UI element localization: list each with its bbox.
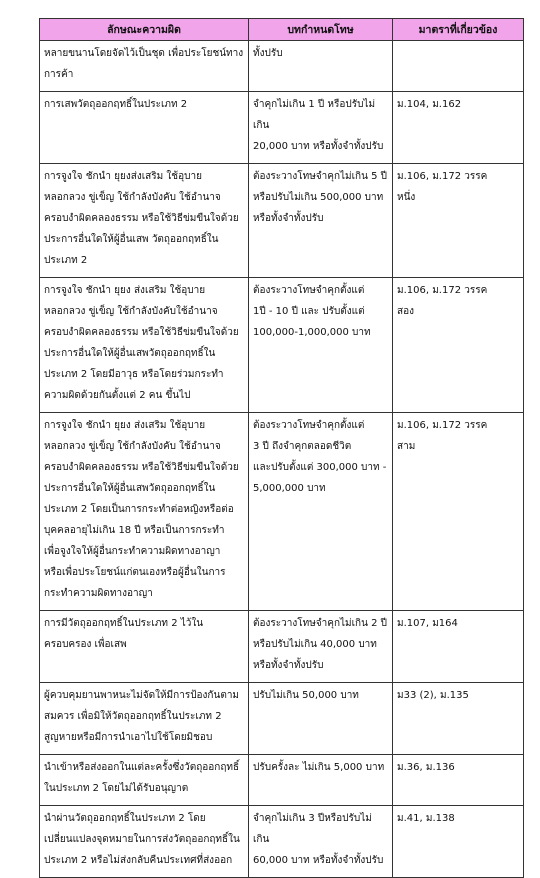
table-header xyxy=(40,19,524,41)
header-row xyxy=(40,19,524,41)
offense-cell: การเสพวัตถุออกฤทธิ์ในประเภท 2 xyxy=(40,92,249,164)
table-row xyxy=(40,164,524,278)
penalty-table xyxy=(39,18,524,878)
section-cell: ม.104, ม.162 xyxy=(393,92,524,164)
table-row xyxy=(40,806,524,878)
offense-cell: การจูงใจ ชักนำ ยุยง ส่งเสริม ใช้อุบาย หลอกลวง ขู่เข็ญ ใช้กำลังบังคับ ใช้อำนาจ ครอบงำผิดคลองธรรม หรือใช้วิธีข่มขืนใจด้วย ประการอื่นใดให้ผู้อื่นเสพวัตถุออกฤทธิ์ใน ประเภท 2 โดยเป็นการกระทำต่อหญิงหรือต่อ บุคคลอายุไม่เกิน 18 ปี หรือเป็นการกระทำ เพื่อจูงใจให้ผู้อื่นกระทำความผิดทางอาญา หรือเพื่อประโยชน์แก่ตนเองหรือผู้อื่นในการ กระทำความผิดทางอาญา xyxy=(40,413,249,611)
table-body xyxy=(40,41,524,878)
table-row xyxy=(40,755,524,806)
table-row xyxy=(40,41,524,92)
section-cell: ม.106, ม.172 วรรค สาม xyxy=(393,413,524,611)
offense-cell: การมีวัตถุออกฤทธิ์ในประเภท 2 ไว้ใน ครอบครอง เพื่อเสพ xyxy=(40,611,249,683)
section-cell: ม33 (2), ม.135 xyxy=(393,683,524,755)
table-row xyxy=(40,92,524,164)
table-row xyxy=(40,413,524,611)
offense-cell: หลายขนานโดยจัดไว้เป็นชุด เพื่อประโยชน์ทาง การค้า xyxy=(40,41,249,92)
penalty-cell: จำคุกไม่เกิน 3 ปีหรือปรับไม่เกิน 60,000 บาท หรือทั้งจำทั้งปรับ xyxy=(249,806,393,878)
offense-cell: นำผ่านวัตถุออกฤทธิ์ในประเภท 2 โดย เปลี่ยนแปลงจุดหมายในการส่งวัตถุออกฤทธิ์ใน ประเภท 2 หรือไม่ส่งกลับคืนประเทศที่ส่งออก xyxy=(40,806,249,878)
penalty-cell: ต้องระวางโทษจำคุกตั้งแต่ 3 ปี ถึงจำคุกตลอดชีวิต และปรับตั้งแต่ 300,000 บาท - 5,000,000 บาท xyxy=(249,413,393,611)
offense-cell: การจูงใจ ชักนำ ยุยง ส่งเสริม ใช้อุบาย หลอกลวง ขู่เข็ญ ใช้กำลังบังคับใช้อำนาจ ครอบงำผิดคลองธรรม หรือใช้วิธีข่มขืนใจด้วย ประการอื่นใดให้ผู้อื่นเสพวัตถุออกฤทธิ์ใน ประเภท 2 โดยมีอาวุธ หรือโดยร่วมกระทำ ความผิดด้วยกันตั้งแต่ 2 คน ขึ้นไป xyxy=(40,278,249,413)
offense-cell: ผู้ควบคุมยานพาหนะไม่จัดให้มีการป้องกันตาม สมควร เพื่อมิให้วัตถุออกฤทธิ์ในประเภท 2 สูญหายหรือมีการนำเอาไปใช้โดยมิชอบ xyxy=(40,683,249,755)
section-cell: ม.107, ม164 xyxy=(393,611,524,683)
table-row xyxy=(40,278,524,413)
section-cell: ม.106, ม.172 วรรค หนึ่ง xyxy=(393,164,524,278)
penalty-cell: ต้องระวางโทษจำคุกไม่เกิน 2 ปี หรือปรับไม่เกิน 40,000 บาท หรือทั้งจำทั้งปรับ xyxy=(249,611,393,683)
table-row xyxy=(40,683,524,755)
penalty-cell: ปรับไม่เกิน 50,000 บาท xyxy=(249,683,393,755)
section-cell: ม.106, ม.172 วรรค สอง xyxy=(393,278,524,413)
penalty-cell: ปรับครั้งละ ไม่เกิน 5,000 บาท xyxy=(249,755,393,806)
section-cell: ม.36, ม.136 xyxy=(393,755,524,806)
header-penalty: บทกำหนดโทษ xyxy=(249,19,393,41)
section-cell xyxy=(393,41,524,92)
penalty-cell: ต้องระวางโทษจำคุกตั้งแต่ 1ปี - 10 ปี และ ปรับตั้งแต่ 100,000-1,000,000 บาท xyxy=(249,278,393,413)
penalty-cell: จำคุกไม่เกิน 1 ปี หรือปรับไม่เกิน 20,000 บาท หรือทั้งจำทั้งปรับ xyxy=(249,92,393,164)
header-offense: ลักษณะความผิด xyxy=(40,19,249,41)
table-row xyxy=(40,611,524,683)
offense-cell: นำเข้าหรือส่งออกในแต่ละครั้งซึ่งวัตถุออกฤทธิ์ ในประเภท 2 โดยไม่ได้รับอนุญาต xyxy=(40,755,249,806)
offense-cell: การจูงใจ ชักนำ ยุยงส่งเสริม ใช้อุบาย หลอกลวง ขู่เข็ญ ใช้กำลังบังคับ ใช้อำนาจ ครอบงำผิดคลองธรรม หรือใช้วิธีข่มขืนใจด้วย ประการอื่นใดให้ผู้อื่นเสพ วัตถุออกฤทธิ์ใน ประเภท 2 xyxy=(40,164,249,278)
penalty-cell: ต้องระวางโทษจำคุกไม่เกิน 5 ปี หรือปรับไม่เกิน 500,000 บาท หรือทั้งจำทั้งปรับ xyxy=(249,164,393,278)
header-section: มาตราที่เกี่ยวข้อง xyxy=(393,19,524,41)
penalty-cell: ทั้งปรับ xyxy=(249,41,393,92)
section-cell: ม.41, ม.138 xyxy=(393,806,524,878)
